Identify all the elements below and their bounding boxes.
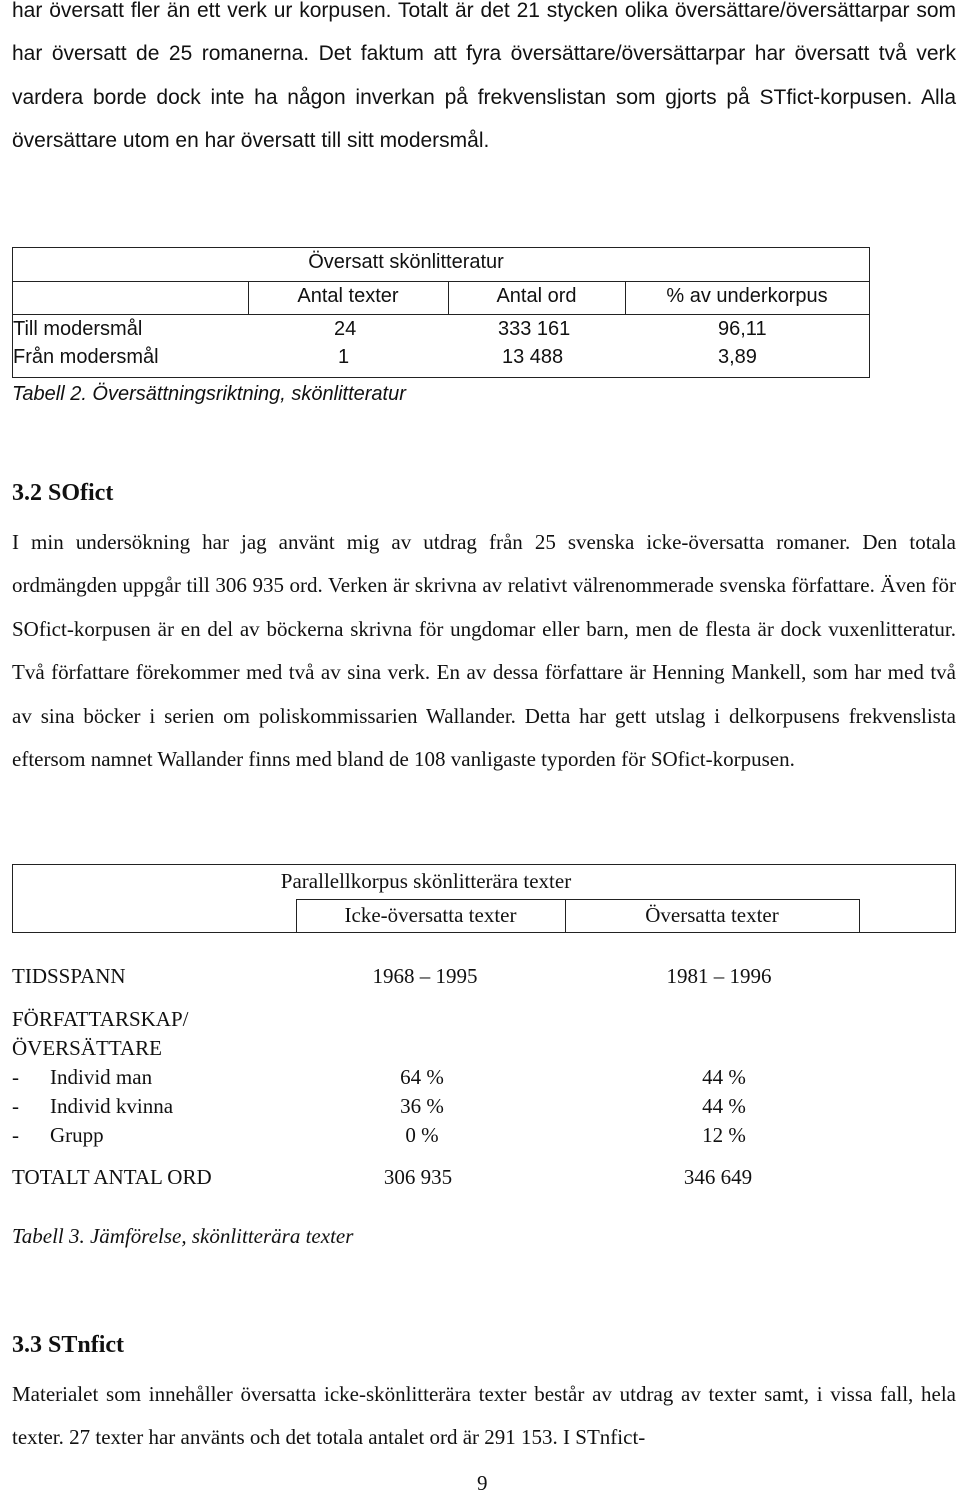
table3-total-label: TOTALT ANTAL ORD — [12, 1165, 212, 1189]
table3-timespan-translated: 1981 – 1996 — [666, 964, 772, 988]
section-3-3-paragraph: Materialet som innehåller översatta icke-skönlitterära texter består av utdrag av texter samt, i vissa fall, hela texter. 27 texter har använts och det totala antalet ord är 291 153. I STnfict- — [12, 1382, 956, 1450]
table2-header-divider — [12, 314, 870, 315]
table3-row-dash: - — [12, 1065, 19, 1089]
table2-header-percent: % av underkorpus — [666, 285, 828, 307]
table3-total-untranslated: 306 935 — [383, 1165, 453, 1189]
table2-row-words: 333 161 — [498, 318, 571, 340]
table3-row-untranslated: 64 % — [400, 1065, 444, 1089]
table3-row-label: Individ kvinna — [50, 1094, 174, 1118]
table2-row-label: Till modersmål — [13, 318, 143, 340]
table2-caption: Tabell 2. Översättningsriktning, skönlitteratur — [12, 383, 406, 405]
table3-border-left — [12, 864, 13, 933]
table3-row-label: Grupp — [50, 1123, 104, 1147]
section-heading-3-3: 3.3 STnfict — [12, 1332, 125, 1358]
table3-header-untranslated: Icke-översatta texter — [344, 903, 517, 927]
table2-row-texts: 1 — [338, 346, 350, 368]
table2-row-label: Från modersmål — [13, 346, 159, 368]
table3-authorship-label: FÖRFATTARSKAP/ — [12, 1007, 189, 1031]
table3-timespan-untranslated: 1968 – 1995 — [372, 964, 478, 988]
table3-row-translated: 44 % — [702, 1094, 746, 1118]
table3-border-top — [12, 864, 956, 865]
table3-row-dash: - — [12, 1123, 19, 1147]
table3-row-dash: - — [12, 1094, 19, 1118]
table3-border-right — [955, 864, 956, 933]
table2-border-top — [12, 247, 870, 248]
table2-title: Översatt skönlitteratur — [308, 251, 504, 273]
table3-row-translated: 44 % — [702, 1065, 746, 1089]
table2-header-texts: Antal texter — [297, 285, 399, 307]
table3-col-divider-3 — [859, 899, 860, 933]
table3-timespan-label: TIDSSPANN — [12, 964, 126, 988]
table3-row-untranslated: 36 % — [400, 1094, 444, 1118]
table2-row-percent: 3,89 — [718, 346, 757, 368]
table3-border-bottom — [12, 932, 956, 933]
section-heading-3-2: 3.2 SOfict — [12, 480, 114, 506]
table2-header-words: Antal ord — [496, 285, 577, 307]
table3-total-translated: 346 649 — [683, 1165, 753, 1189]
table3-row-label: Individ man — [50, 1065, 153, 1089]
section-3-2-paragraph: I min undersökning har jag använt mig av utdrag från 25 svenska icke-översatta romaner. Den totala ordmängden uppgår till 306 935 ord. Verken är skrivna av relativt välrenommerade svenska författare. Även för SOfict-korpusen är en del av böckerna skrivna för ungdomar eller barn, men de flesta är dock vuxenlitteratur. Två författare förekommer med två av sina verk. En av dessa författare är Henning Mankell, som har med två av sina böcker i serien om poliskommissarien Wallander. Detta har gett utslag i delkorpusens frekvenslista eftersom namnet Wallander finns med bland de 108 vanligaste typorden för SOfict-korpusen. — [12, 530, 956, 772]
table3-row-translated: 12 % — [702, 1123, 746, 1147]
table3-header-divider — [296, 899, 860, 900]
table2-row-percent: 96,11 — [718, 318, 767, 340]
table2-border-right — [869, 247, 870, 378]
table3-title: Parallellkorpus skönlitterära texter — [280, 869, 572, 893]
table2-row-words: 13 488 — [502, 346, 564, 368]
table3-caption: Tabell 3. Jämförelse, skönlitterära texter — [12, 1224, 354, 1248]
intro-paragraph: har översatt fler än ett verk ur korpusen. Totalt är det 21 stycken olika översättare/översättarpar som har översatt de 25 romanerna. Det faktum att fyra översättare/översättarpar har översatt två verk vardera borde dock inte ha någon inverkan på frekvenslistan som gjorts på STfict-korpusen. Alla översättare utom en har översatt till sitt modersmål. — [12, 0, 956, 153]
table2-border-bottom — [12, 377, 870, 378]
table2-row-texts: 24 — [334, 318, 357, 340]
table3-authorship-label-2: ÖVERSÄTTARE — [12, 1036, 162, 1060]
table3-row-untranslated: 0 % — [405, 1123, 439, 1147]
table3-header-translated: Översatta texter — [645, 903, 779, 927]
page-number: 9 — [477, 1471, 488, 1495]
table2-title-divider — [12, 281, 870, 282]
